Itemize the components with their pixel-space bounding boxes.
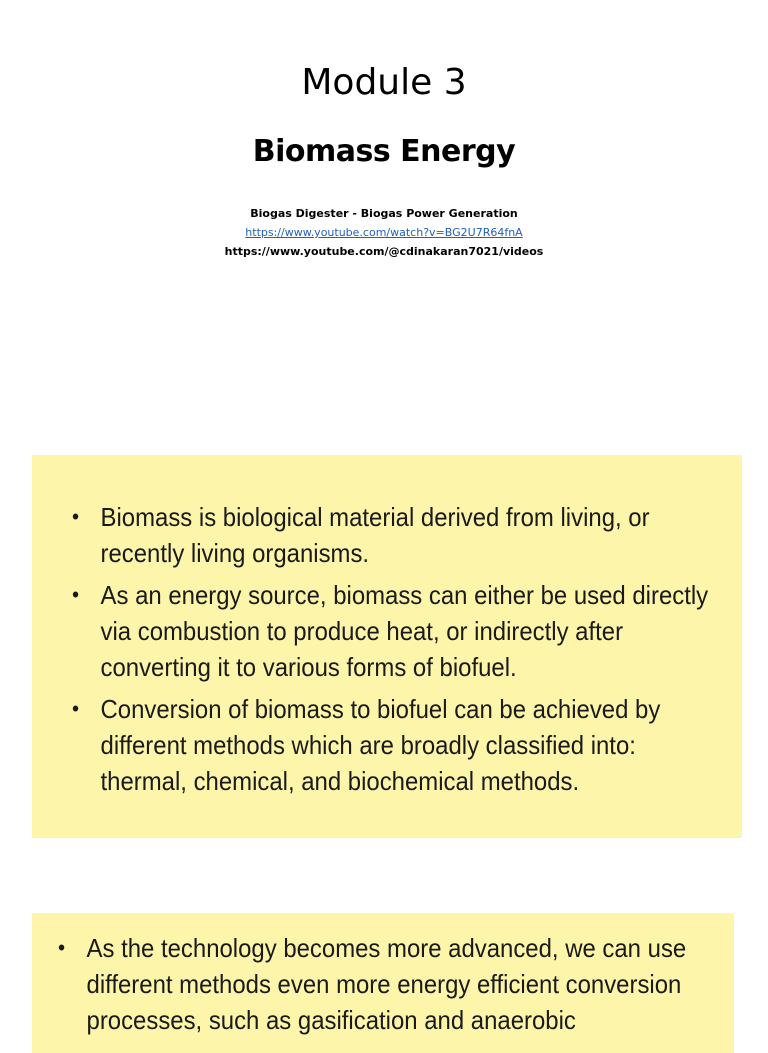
list-item <box>72 691 716 799</box>
bullet-text: Conversion of biomass to biofuel can be achieved by different methods which are broadly classified into: thermal, chemical, and biochemical methods. <box>100 694 661 796</box>
bullet-list <box>72 499 768 805</box>
module-title: Module 3 <box>301 62 467 103</box>
bullet-icon: • <box>72 504 80 529</box>
bullet-text: As the technology becomes more advanced, we can use different methods even more energy efficient conversion processes, such as gasification and anaerobic <box>86 933 687 1035</box>
bullet-text: As an energy source, biomass can either be used directly via combustion to produce heat, or indirectly after converting it to various forms of biofuel. <box>100 580 709 682</box>
bullet-icon: • <box>58 935 66 960</box>
bullet-icon: • <box>72 582 80 607</box>
bullet-icon: • <box>72 696 80 721</box>
list-item <box>58 930 711 1038</box>
video-link[interactable]: https://www.youtube.com/watch?v=BG2U7R64fnA <box>245 226 523 239</box>
channel-link[interactable]: https://www.youtube.com/@cdinakaran7021/videos <box>224 245 544 258</box>
title-slide <box>0 0 768 300</box>
list-item <box>72 577 716 685</box>
video-title: Biogas Digester - Biogas Power Generation <box>250 207 518 220</box>
slide-technology <box>32 913 734 1053</box>
bullet-list <box>58 930 768 1038</box>
slide-biomass-definition <box>32 455 742 838</box>
list-item <box>72 499 716 571</box>
bullet-text: Biomass is biological material derived from living, or recently living organisms. <box>100 502 650 568</box>
page-title: Biomass Energy <box>252 134 516 169</box>
